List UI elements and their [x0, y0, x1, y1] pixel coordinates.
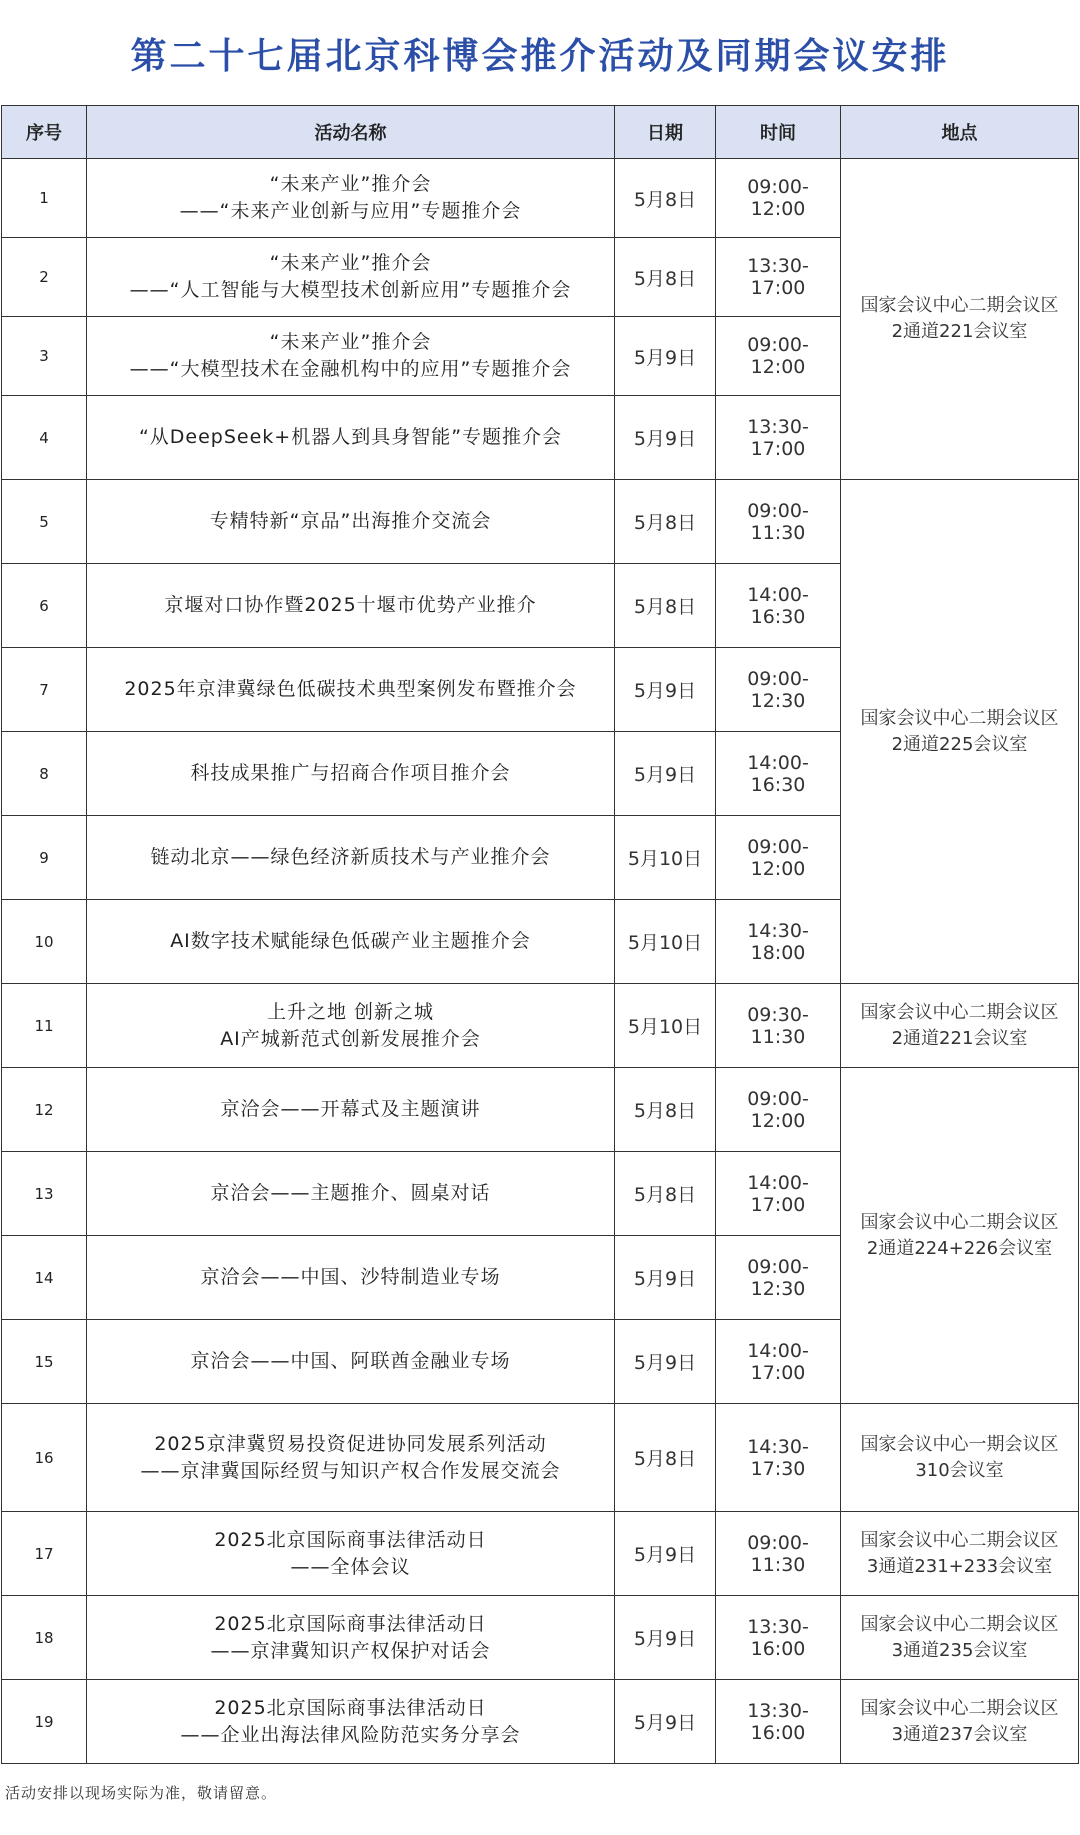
location-line: 2通道221会议室: [891, 321, 1028, 342]
activity-name: [87, 1404, 615, 1512]
activity-name-line: ——企业出海法律风险防范实务分享会: [180, 1723, 521, 1746]
header-name: 活动名称: [87, 106, 615, 159]
activity-name: [87, 732, 615, 816]
table-row: [2, 1512, 1079, 1596]
row-number: 14: [2, 1236, 87, 1320]
activity-date: 5月8日: [615, 1068, 716, 1152]
activity-name-line: “未来产业”推介会: [269, 173, 432, 195]
row-number: 2: [2, 238, 87, 317]
table-row: [2, 159, 1079, 238]
location-line: 国家会议中心一期会议区: [860, 1433, 1059, 1455]
activity-location: [841, 1512, 1079, 1596]
row-number: 16: [2, 1404, 87, 1512]
activity-name: [87, 564, 615, 648]
location-line: 国家会议中心二期会议区: [860, 1613, 1059, 1635]
activity-date: 5月9日: [615, 1320, 716, 1404]
activity-location: [841, 1404, 1079, 1512]
activity-name-line: ——全体会议: [290, 1555, 411, 1578]
activity-time: 13:30-16:00: [716, 1596, 841, 1680]
activity-name: [87, 1236, 615, 1320]
row-number: 9: [2, 816, 87, 900]
activity-date: 5月8日: [615, 480, 716, 564]
activity-time: 09:00-12:00: [716, 816, 841, 900]
activity-name: [87, 159, 615, 238]
location-line: 2通道224+226会议室: [866, 1237, 1053, 1259]
activity-time: 13:30-16:00: [716, 1680, 841, 1764]
activity-name-line: 2025北京国际商事法律活动日: [214, 1528, 487, 1551]
activity-name-line: 2025京津冀贸易投资促进协同发展系列活动: [154, 1432, 547, 1455]
location-line: 2通道221会议室: [891, 1027, 1028, 1049]
activity-name: [87, 900, 615, 984]
activity-date: 5月8日: [615, 159, 716, 238]
activity-time: 14:00-17:00: [716, 1152, 841, 1236]
activity-date: 5月10日: [615, 900, 716, 984]
activity-time: 13:30-17:00: [716, 396, 841, 480]
table-row: [2, 1596, 1079, 1680]
activity-name: [87, 1068, 615, 1152]
row-number: 7: [2, 648, 87, 732]
activity-name: [87, 480, 615, 564]
schedule-table: [1, 105, 1079, 1764]
location-line: 2通道225会议室: [891, 733, 1028, 755]
activity-date: 5月8日: [615, 238, 716, 317]
row-number: 4: [2, 396, 87, 480]
header-no: 序号: [2, 106, 87, 159]
activity-name-line: AI产城新范式创新发展推介会: [220, 1027, 481, 1050]
activity-name-line: “未来产业”推介会: [269, 331, 432, 353]
footnote: 活动安排以现场实际为准，敬请留意。: [5, 1784, 278, 1802]
activity-name-line: ——“大模型技术在金融机构中的应用”专题推介会: [129, 358, 572, 380]
activity-location: [841, 1680, 1079, 1764]
location-line: 310会议室: [915, 1459, 1004, 1481]
location-line: 国家会议中心二期会议区: [860, 1697, 1059, 1719]
page-title: 第二十七届北京科博会推介活动及同期会议安排: [130, 35, 950, 77]
row-number: 3: [2, 317, 87, 396]
activity-name: [87, 396, 615, 480]
row-number: 18: [2, 1596, 87, 1680]
activity-time: 09:00-12:30: [716, 648, 841, 732]
location-line: 国家会议中心二期会议区: [860, 707, 1059, 729]
activity-name-line: 上升之地 创新之城: [266, 1000, 435, 1023]
header-time: 时间: [716, 106, 841, 159]
activity-location: [841, 1068, 1079, 1404]
activity-name: [87, 317, 615, 396]
activity-name-line: 2025北京国际商事法律活动日: [214, 1612, 487, 1635]
activity-date: 5月8日: [615, 1152, 716, 1236]
activity-time: 09:00-12:00: [716, 1068, 841, 1152]
location-line: 3通道235会议室: [891, 1639, 1028, 1661]
table-row: [2, 1404, 1079, 1512]
activity-name-line: 2025北京国际商事法律活动日: [214, 1696, 487, 1719]
activity-name: [87, 816, 615, 900]
activity-time: 09:00-12:30: [716, 1236, 841, 1320]
activity-time: 09:30-11:30: [716, 984, 841, 1068]
activity-time: 13:30-17:00: [716, 238, 841, 317]
header-date: 日期: [615, 106, 716, 159]
activity-name-line: 京洽会——中国、阿联酋金融业专场: [190, 1350, 511, 1372]
activity-name-line: ——“人工智能与大模型技术创新应用”专题推介会: [129, 279, 572, 301]
header-location: 地点: [841, 106, 1079, 159]
activity-name-line: “从DeepSeek+机器人到具身智能”专题推介会: [138, 426, 563, 448]
location-line: 国家会议中心二期会议区: [860, 1529, 1059, 1551]
activity-name: [87, 1320, 615, 1404]
activity-name-line: 科技成果推广与招商合作项目推介会: [190, 762, 511, 784]
activity-name-line: 京堰对口协作暨2025十堰市优势产业推介: [164, 594, 537, 616]
activity-name-line: “未来产业”推介会: [269, 252, 432, 274]
activity-name: [87, 1152, 615, 1236]
activity-time: 14:30-18:00: [716, 900, 841, 984]
activity-time: 09:00-11:30: [716, 480, 841, 564]
activity-time: 09:00-12:00: [716, 159, 841, 238]
activity-name-line: 链动北京——绿色经济新质技术与产业推介会: [150, 846, 551, 868]
activity-name-line: 京洽会——开幕式及主题演讲: [220, 1098, 481, 1120]
activity-name: [87, 648, 615, 732]
location-line: 国家会议中心二期会议区: [860, 1001, 1059, 1023]
activity-date: 5月10日: [615, 984, 716, 1068]
activity-name: [87, 984, 615, 1068]
row-number: 12: [2, 1068, 87, 1152]
activity-date: 5月9日: [615, 648, 716, 732]
activity-time: 14:00-17:00: [716, 1320, 841, 1404]
row-number: 1: [2, 159, 87, 238]
row-number: 6: [2, 564, 87, 648]
row-number: 15: [2, 1320, 87, 1404]
activity-time: 14:00-16:30: [716, 564, 841, 648]
row-number: 19: [2, 1680, 87, 1764]
table-row: [2, 480, 1079, 564]
activity-location: [841, 1596, 1079, 1680]
table-header-row: [2, 106, 1079, 159]
activity-date: 5月9日: [615, 1596, 716, 1680]
activity-date: 5月9日: [615, 1236, 716, 1320]
activity-name: [87, 238, 615, 317]
activity-name-line: 京洽会——中国、沙特制造业专场: [200, 1266, 501, 1288]
activity-time: 09:00-11:30: [716, 1512, 841, 1596]
location-line: 3通道237会议室: [891, 1723, 1028, 1745]
activity-time: 14:00-16:30: [716, 732, 841, 816]
activity-name: [87, 1680, 615, 1764]
row-number: 17: [2, 1512, 87, 1596]
activity-date: 5月8日: [615, 564, 716, 648]
location-line: 国家会议中心二期会议区: [860, 295, 1059, 316]
row-number: 10: [2, 900, 87, 984]
table-row: [2, 984, 1079, 1068]
activity-name-line: 专精特新“京品”出海推介交流会: [209, 510, 492, 532]
row-number: 11: [2, 984, 87, 1068]
table-body: [2, 159, 1079, 1764]
location-line: 3通道231+233会议室: [866, 1555, 1053, 1577]
location-line: 国家会议中心二期会议区: [860, 1211, 1059, 1233]
activity-location: [841, 480, 1079, 984]
table-row: [2, 1680, 1079, 1764]
activity-date: 5月10日: [615, 816, 716, 900]
activity-location: [841, 984, 1079, 1068]
activity-name-line: AI数字技术赋能绿色低碳产业主题推介会: [170, 930, 531, 952]
activity-date: 5月9日: [615, 732, 716, 816]
activity-date: 5月9日: [615, 1512, 716, 1596]
activity-location: [841, 159, 1079, 480]
activity-name-line: 2025年京津冀绿色低碳技术典型案例发布暨推介会: [124, 678, 577, 700]
activity-name-line: ——京津冀国际经贸与知识产权合作发展交流会: [140, 1459, 561, 1482]
row-number: 13: [2, 1152, 87, 1236]
activity-date: 5月9日: [615, 317, 716, 396]
activity-name-line: ——京津冀知识产权保护对话会: [210, 1639, 491, 1662]
activity-time: 14:30-17:30: [716, 1404, 841, 1512]
activity-name-line: 京洽会——主题推介、圆桌对话: [210, 1182, 491, 1204]
table-row: [2, 1068, 1079, 1152]
activity-name-line: ——“未来产业创新与应用”专题推介会: [179, 200, 522, 222]
activity-date: 5月9日: [615, 396, 716, 480]
activity-time: 09:00-12:00: [716, 317, 841, 396]
activity-name: [87, 1596, 615, 1680]
row-number: 8: [2, 732, 87, 816]
activity-date: 5月9日: [615, 1680, 716, 1764]
activity-name: [87, 1512, 615, 1596]
activity-date: 5月8日: [615, 1404, 716, 1512]
row-number: 5: [2, 480, 87, 564]
